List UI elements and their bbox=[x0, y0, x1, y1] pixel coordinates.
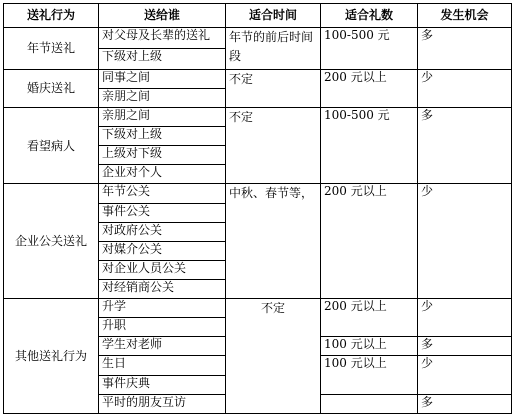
recipient-cell: 对政府公关 bbox=[99, 222, 226, 241]
gift-giving-table bbox=[3, 3, 512, 414]
header-behavior: 送礼行为 bbox=[4, 4, 99, 28]
category-cell: 年节送礼 bbox=[4, 28, 99, 70]
header-row bbox=[4, 4, 512, 28]
amount-cell: 100-500 元 bbox=[321, 28, 418, 70]
recipient-cell: 事件公关 bbox=[99, 203, 226, 222]
table-row bbox=[4, 69, 512, 88]
amount-cell: 100 元以上 bbox=[321, 337, 418, 356]
table-row bbox=[4, 299, 512, 318]
chance-cell: 少 bbox=[418, 299, 512, 337]
amount-cell: 100-500 元 bbox=[321, 108, 418, 184]
recipient-cell: 同事之间 bbox=[99, 69, 226, 88]
recipient-cell: 学生对老师 bbox=[99, 337, 226, 356]
table-row bbox=[4, 28, 512, 49]
recipient-cell: 对父母及长辈的送礼 bbox=[99, 28, 226, 49]
chance-cell: 少 bbox=[418, 356, 512, 394]
recipient-cell: 下级对上级 bbox=[99, 48, 226, 69]
recipient-cell: 平时的朋友互访 bbox=[99, 394, 226, 413]
recipient-cell: 升学 bbox=[99, 299, 226, 318]
chance-cell: 多 bbox=[418, 394, 512, 413]
chance-cell: 少 bbox=[418, 184, 512, 299]
category-cell: 其他送礼行为 bbox=[4, 299, 99, 414]
recipient-cell: 上级对下级 bbox=[99, 146, 226, 165]
amount-cell bbox=[321, 394, 418, 413]
recipient-cell: 下级对上级 bbox=[99, 127, 226, 146]
recipient-cell: 升职 bbox=[99, 318, 226, 337]
table-row bbox=[4, 108, 512, 127]
recipient-cell: 对经销商公关 bbox=[99, 280, 226, 299]
recipient-cell: 事件庆典 bbox=[99, 375, 226, 394]
chance-cell: 多 bbox=[418, 28, 512, 70]
recipient-cell: 企业对个人 bbox=[99, 165, 226, 184]
chance-cell: 少 bbox=[418, 69, 512, 107]
table-row bbox=[4, 184, 512, 203]
time-cell: 不定 bbox=[226, 69, 321, 107]
category-cell: 企业公关送礼 bbox=[4, 184, 99, 299]
header-amount: 适合礼数 bbox=[321, 4, 418, 28]
recipient-cell: 生日 bbox=[99, 356, 226, 375]
chance-cell: 多 bbox=[418, 337, 512, 356]
recipient-cell: 亲朋之间 bbox=[99, 108, 226, 127]
recipient-cell: 年节公关 bbox=[99, 184, 226, 203]
time-cell: 年节的前后时间段 bbox=[226, 28, 321, 70]
header-time: 适合时间 bbox=[226, 4, 321, 28]
header-recipient: 送给谁 bbox=[99, 4, 226, 28]
recipient-cell: 对媒介公关 bbox=[99, 241, 226, 260]
amount-cell: 200 元以上 bbox=[321, 184, 418, 299]
category-cell: 看望病人 bbox=[4, 108, 99, 184]
category-cell: 婚庆送礼 bbox=[4, 69, 99, 107]
time-cell: 不定 bbox=[226, 299, 321, 414]
recipient-cell: 亲朋之间 bbox=[99, 88, 226, 107]
recipient-cell: 对企业人员公关 bbox=[99, 260, 226, 279]
time-cell: 不定 bbox=[226, 108, 321, 184]
chance-cell: 多 bbox=[418, 108, 512, 184]
header-chance: 发生机会 bbox=[418, 4, 512, 28]
time-cell: 中秋、春节等， bbox=[226, 184, 321, 299]
amount-cell: 200 元以上 bbox=[321, 299, 418, 337]
amount-cell: 100 元以上 bbox=[321, 356, 418, 394]
amount-cell: 200 元以上 bbox=[321, 69, 418, 107]
